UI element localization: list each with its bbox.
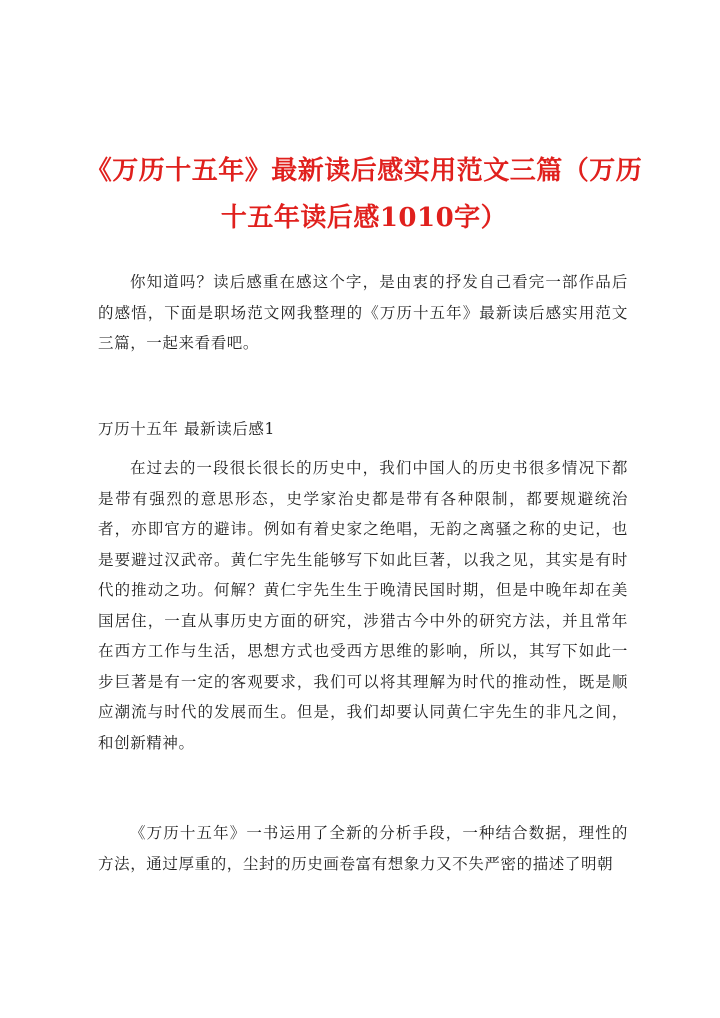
intro-paragraph: 你知道吗？读后感重在感这个字，是由衷的抒发自己看完一部作品后的感悟，下面是职场范文网我整理的《万历十五年》最新读后感实用范文三篇，一起来看看吧。 <box>98 273 628 352</box>
section-heading: 万历十五年 最新读后感1 <box>98 420 275 438</box>
body-paragraph-1: 在过去的一段很长很长的历史中，我们中国人的历史书很多情况下都是带有强烈的意思形态，史学家治史都是带有各种限制，都要规避统治者，亦即官方的避讳。例如有着史家之绝唱，无韵之离骚之称的史记，也是要避过汉武帝。黄仁宇先生能够写下如此巨著，以我之见，其实是有时代的推动之功。何解？黄仁宇先生生于晚清民国时期，但是中晚年却在美国居住，一直从事历史方面的研究，涉猎古今中外的研究方法，并且常年在西方工作与生活，思想方式也受西方思维的影响，所以，其写下如此一步巨著是有一定的客观要求，我们可以将其理解为时代的推动性，既是顺应潮流与时代的发展而生。但是，我们却要认同黄仁宇先生的非凡之间，和创新精神。 <box>98 459 628 752</box>
document-title: 《万历十五年》最新读后感实用范文三篇（万历十五年读后感1010字） <box>85 156 643 233</box>
body-paragraph-2: 《万历十五年》一书运用了全新的分析手段，一种结合数据，理性的方法，通过厚重的，尘封的历史画卷富有想象力又不失严密的描述了明朝 <box>98 824 628 873</box>
